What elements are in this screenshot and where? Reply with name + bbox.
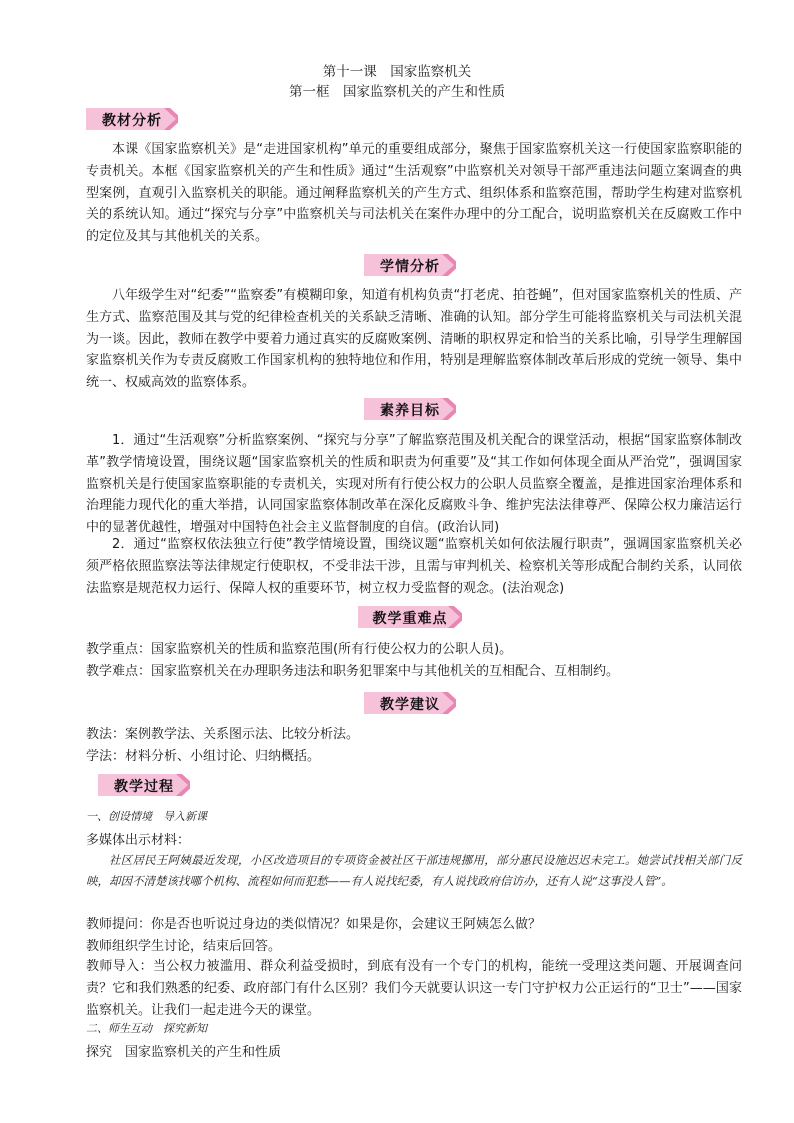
- lesson-subtitle: 第一框 国家监察机关的产生和性质: [289, 84, 505, 100]
- lesson-title: 第十一课 国家监察机关: [322, 64, 472, 80]
- section-header-learner: [364, 254, 456, 276]
- learning-method: 学法：材料分析、小组讨论、归纳概括。: [86, 749, 321, 764]
- section-header-goals: [364, 398, 456, 420]
- section-header-analysis: [86, 108, 178, 130]
- teacher-question: 教师提问：你是否也听说过身边的类似情况？如果是你，会建议王阿姨怎么做？: [86, 917, 542, 932]
- goal-item-1: 1．通过“生活观察”分析监察案例、“探究与分享”了解监察范围及机关配合的课堂活动，根据“国家监察体制改革”教学情境设置，围绕议题“国家监察机关的性质和职责为何重要”及“其工作如何体现全面从严治党”，强调国家监察机关是行使国家监察职能的专责机关，实现对所有行使公权力的公职人员监察全覆盖，是推进国家治理体系和治理能力现代化的重大举措，认同国家监察体制改革在深化反腐败斗争、维护宪法法律尊严、保障公权力廉洁运行中的显著优越性，增强对中国特色社会主义监督制度的自信。(政治认同): [86, 433, 742, 536]
- media-label: 多媒体出示材料：: [86, 833, 191, 848]
- teaching-focus: 教学重点：国家监察机关的性质和监察范围(所有行使公权力的公职人员)。: [86, 642, 513, 657]
- teaching-difficulty: 教学难点：国家监察机关在办理职务违法和职务犯罪案中与其他机关的互相配合、互相制约。: [86, 664, 620, 679]
- case-material: 社区居民王阿姨最近发现，小区改造项目的专项资金被社区干部违规挪用，部分惠民设施迟迟未完工。她尝试找相关部门反映，却因不清楚该找哪个机构、流程如何而犯愁——有人说找纪委，有人说找政府信访办，还有人说“这事没人管”。: [86, 853, 742, 888]
- section-title: 素养目标: [380, 403, 440, 419]
- section-title: 教学建议: [380, 697, 440, 713]
- section-title: 教学过程: [114, 779, 174, 795]
- section-header-process: [98, 774, 190, 796]
- analysis-paragraph: 本课《国家监察机关》是“走进国家机构”单元的重要组成部分，聚焦于国家监察机关这一行使国家监察职能的专责机关。本框《国家监察机关的产生和性质》通过“生活观察”中监察机关对领导干部严重违法问题立案调查的典型案例，直观引入监察机关的职能。通过阐释监察机关的产生方式、组织体系和监察范围，帮助学生构建对监察机关的系统认知。通过“探究与分享”中监察机关与司法机关在案件办理中的分工配合，说明监察机关在反腐败工作中的定位及其与其他机关的关系。: [86, 142, 742, 245]
- section-title: 学情分析: [380, 259, 440, 275]
- explore-topic: 探究 国家监察机关的产生和性质: [86, 1045, 282, 1060]
- process-step-1: 一、创设情境 导入新课: [86, 810, 207, 823]
- section-title: 教学重难点: [372, 611, 448, 627]
- section-header-suggestion: [364, 692, 456, 714]
- process-step-2: 二、师生互动 探究新知: [86, 1022, 207, 1035]
- goal-item-2: 2．通过“监察权依法独立行使”教学情境设置，围绕议题“监察机关如何依法履行职责”，强调国家监察机关必须严格依照监察法等法律规定行使职权，不受非法干涉，且需与审判机关、检察机关等形成配合制约关系，认同依法监察是规范权力运行、保障人权的重要环节，树立权力受监督的观念。(法治观念): [86, 537, 742, 596]
- teacher-intro: 教师导入：当公权力被滥用、群众利益受损时，到底有没有一个专门的机构，能统一受理这类问题、开展调查问责？它和我们熟悉的纪委、政府部门有什么区别？我们今天就要认识这一专门守护权力公正运行的“卫士”——国家监察机关。让我们一起走进今天的课堂。: [86, 959, 742, 1018]
- section-title: 教材分析: [102, 113, 162, 129]
- section-header-keypoints: [358, 606, 462, 628]
- teacher-discussion: 教师组织学生讨论，结束后回答。: [86, 939, 282, 954]
- learner-paragraph: 八年级学生对“纪委”“监察委”有模糊印象，知道有机构负责“打老虎、拍苍蝇”，但对国家监察机关的性质、产生方式、监察范围及其与党的纪律检查机关的关系缺乏清晰、准确的认知。部分学生可能将监察机关与司法机关混为一谈。因此，教师在教学中要着力通过真实的反腐败案例、清晰的职权界定和恰当的关系比喻，引导学生理解国家监察机关作为专责反腐败工作国家机构的独特地位和作用，特别是理解监察体制改革后形成的党统一领导、集中统一、权威高效的监察体系。: [86, 288, 742, 391]
- teaching-method: 教法：案例教学法、关系图示法、比较分析法。: [86, 727, 360, 742]
